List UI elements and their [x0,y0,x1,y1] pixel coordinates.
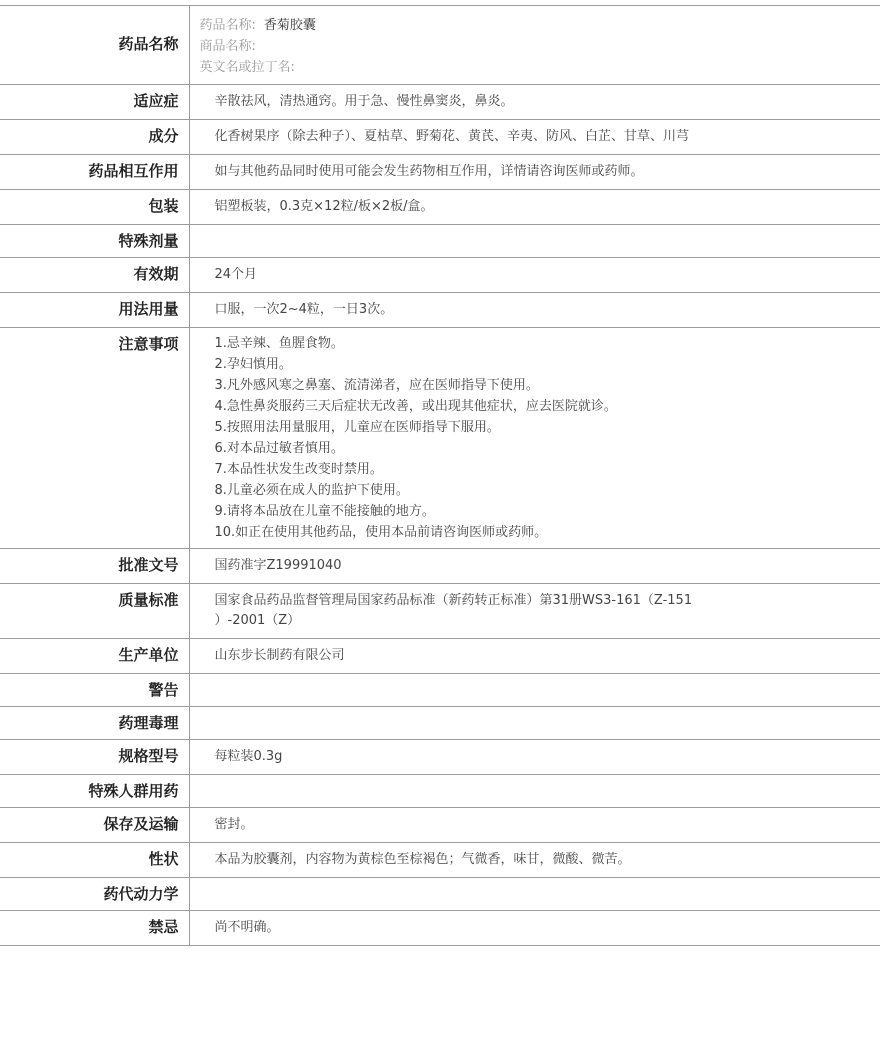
precaution-item: 9.请将本品放在儿童不能接触的地方。 [214,504,435,519]
label-storage: 保存及运输 [0,808,189,843]
label-manufacturer: 生产单位 [0,639,189,674]
precaution-item: 5.按照用法用量服用，儿童应在医师指导下服用。 [214,420,500,435]
value-drug-names [189,6,880,85]
precaution-item: 8.儿童必须在成人的监护下使用。 [214,483,409,498]
precaution-item: 7.本品性状发生改变时禁用。 [214,462,383,477]
label-standard: 质量标准 [0,584,189,639]
label-contraindications: 禁忌 [0,911,189,946]
value-warning [189,674,880,707]
row-storage [0,808,880,843]
label-ingredients: 成分 [0,120,189,155]
row-manufacturer [0,639,880,674]
value-usage: 口服，一次2~4粒，一日3次。 [189,293,880,328]
row-contraindications [0,911,880,946]
label-usage: 用法用量 [0,293,189,328]
value-special-dose [189,225,880,258]
drug-spec-table [0,5,880,946]
row-names [0,6,880,85]
row-interactions [0,155,880,190]
precaution-item: 1.忌辛辣、鱼腥食物。 [214,336,344,351]
value-approval: 国药准字Z19991040 [189,549,880,584]
value-validity: 24个月 [189,258,880,293]
drug-name-line [200,15,871,36]
row-special-dose [0,225,880,258]
row-usage [0,293,880,328]
label-spec: 规格型号 [0,740,189,775]
value-ingredients: 化香树果序（除去种子）、夏枯草、野菊花、黄芪、辛夷、防风、白芷、甘草、川芎 [189,120,880,155]
precaution-item: 2.孕妇慎用。 [214,357,292,372]
label-packaging: 包装 [0,190,189,225]
label-indications: 适应症 [0,85,189,120]
row-spec [0,740,880,775]
label-warning: 警告 [0,674,189,707]
value-appearance: 本品为胶囊剂，内容物为黄棕色至棕褐色；气微香，味甘，微酸、微苦。 [189,843,880,878]
row-validity [0,258,880,293]
value-pharmacology [189,707,880,740]
row-pharmacology [0,707,880,740]
row-special-groups [0,775,880,808]
label-drug-name: 药品名称 [0,6,189,85]
standard-line-2: ）-2001（Z） [214,613,301,628]
label-pharmacokinetics: 药代动力学 [0,878,189,911]
value-packaging: 铝塑板装，0.3克×12粒/板×2板/盒。 [189,190,880,225]
precaution-item: 3.凡外感风寒之鼻塞、流清涕者，应在医师指导下使用。 [214,378,539,393]
drug-name-value: 香菊胶囊 [263,18,316,33]
row-standard [0,584,880,639]
row-indications [0,85,880,120]
value-contraindications: 尚不明确。 [189,911,880,946]
value-storage: 密封。 [189,808,880,843]
trade-name-label: 商品名称: [199,39,256,54]
label-special-groups: 特殊人群用药 [0,775,189,808]
row-approval [0,549,880,584]
label-validity: 有效期 [0,258,189,293]
value-pharmacokinetics [189,878,880,911]
row-packaging [0,190,880,225]
value-manufacturer: 山东步长制药有限公司 [189,639,880,674]
row-ingredients [0,120,880,155]
precaution-item: 10.如正在使用其他药品，使用本品前请咨询医师或药师。 [214,525,548,540]
value-indications: 辛散祛风，清热通窍。用于急、慢性鼻窦炎，鼻炎。 [189,85,880,120]
precaution-item: 4.急性鼻炎服药三天后症状无改善，或出现其他症状，应去医院就诊。 [214,399,617,414]
standard-line-1: 国家食品药品监督管理局国家药品标准（新药转正标准）第31册WS3-161（Z-151 [214,593,693,608]
value-standard [189,584,880,639]
row-warning [0,674,880,707]
row-pharmacokinetics [0,878,880,911]
label-special-dose: 特殊剂量 [0,225,189,258]
row-appearance [0,843,880,878]
row-precautions [0,328,880,549]
drug-name-label: 药品名称: [199,18,256,33]
english-name-label: 英文名或拉丁名: [199,60,295,75]
label-appearance: 性状 [0,843,189,878]
value-spec: 每粒装0.3g [189,740,880,775]
label-interactions: 药品相互作用 [0,155,189,190]
precaution-item: 6.对本品过敏者慎用。 [214,441,344,456]
value-special-groups [189,775,880,808]
label-precautions: 注意事项 [0,328,189,549]
label-approval: 批准文号 [0,549,189,584]
value-interactions: 如与其他药品同时使用可能会发生药物相互作用，详情请咨询医师或药师。 [189,155,880,190]
value-precautions [189,328,880,549]
label-pharmacology: 药理毒理 [0,707,189,740]
